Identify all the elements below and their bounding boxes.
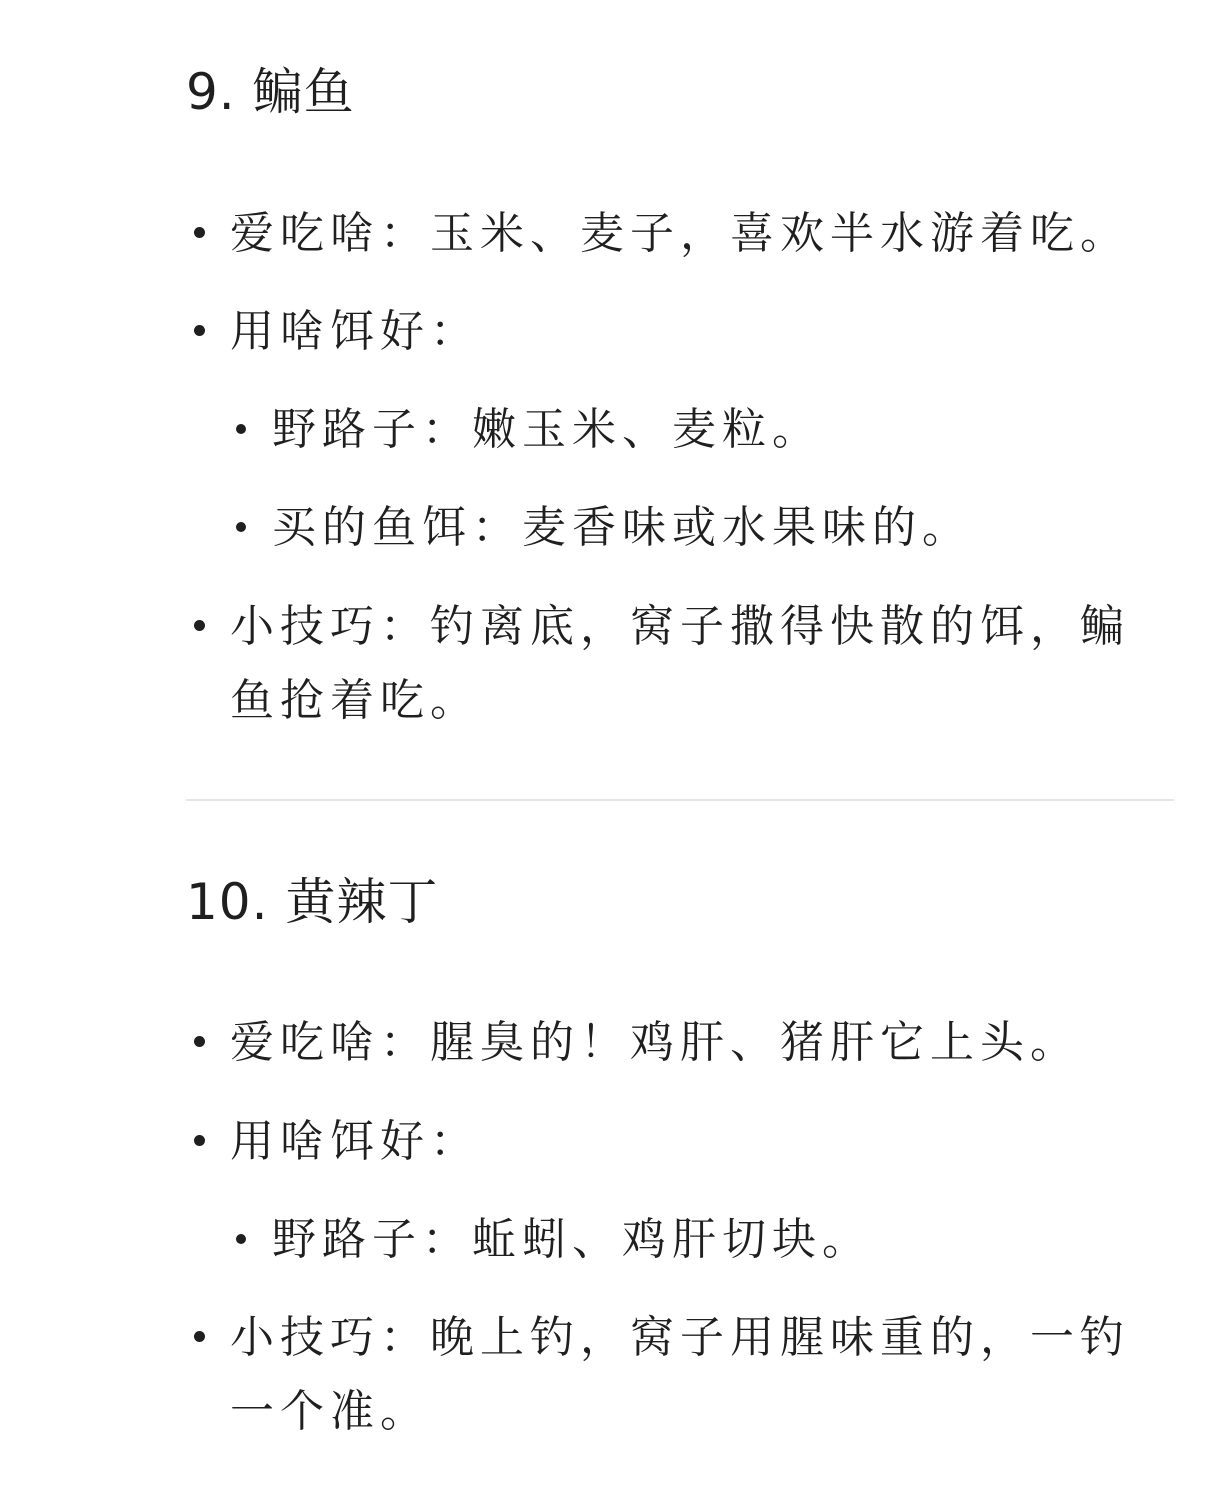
list-item-text: 买的鱼饵：麦香味或水果味的。 [272,502,972,553]
list-item-text: 爱吃啥：腥臭的！鸡肝、猪肝它上头。 [230,1017,1080,1068]
list-item-text: 用啥饵好： [230,1116,480,1167]
list-item-text-continued: 一个准。 [230,1386,430,1437]
bullet-icon [194,227,205,238]
list-item-text: 小技巧：晚上钓，窝子用腥味重的，一钓 [230,1312,1130,1363]
list-item-text: 小技巧：钓离底，窝子撒得快散的饵，鳊 [230,601,1130,652]
bullet-icon [236,1234,246,1244]
bullet-icon [194,325,205,336]
bullet-icon [194,1036,205,1047]
list-item [186,1006,1176,1080]
list-item-text: 野路子：蚯蚓、鸡肝切块。 [272,1214,872,1265]
bullet-icon [194,1135,205,1146]
list-item-text-continued: 鱼抢着吃。 [230,675,480,726]
list-item [186,197,1176,271]
list-item [186,1301,1176,1449]
section-title-9: 9. 鳊鱼 [186,63,355,121]
bullet-icon [194,1331,205,1342]
sub-list-item [186,491,1176,565]
list-item-text: 野路子：嫩玉米、麦粒。 [272,404,822,455]
list-item-text: 用啥饵好： [230,306,480,357]
bullet-icon [236,424,246,434]
list-item-text: 爱吃啥：玉米、麦子，喜欢半水游着吃。 [230,208,1130,259]
list-item [186,1105,1176,1179]
list-item [186,295,1176,369]
section-divider [186,799,1174,801]
bullet-icon [236,522,246,532]
sub-list-item [186,1203,1176,1277]
sub-list-item [186,393,1176,467]
bullet-icon [194,620,205,631]
list-item [186,590,1176,738]
section-title-10: 10. 黄辣丁 [186,873,439,931]
